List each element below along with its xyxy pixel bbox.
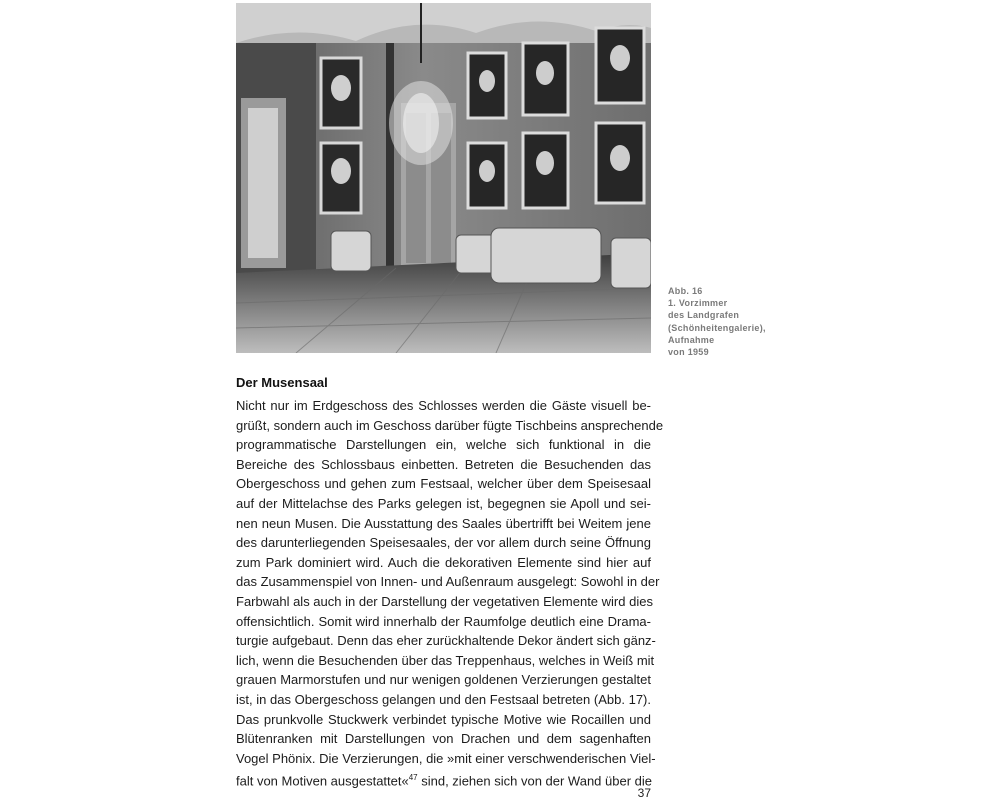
caption-line: (Schönheitengalerie), — [668, 322, 766, 333]
caption-line: des Landgrafen — [668, 310, 740, 321]
figure-caption — [668, 285, 808, 358]
text-line: grauen Marmorstufen und nur wenigen goldenen Verzierungen gestaltet — [236, 672, 651, 688]
text-line: nen neun Musen. Die Ausstattung des Saales übertrifft bei Weitem jene — [236, 515, 651, 531]
page-number: 37 — [637, 786, 651, 800]
text-line: Bereiche des Schlossbaus einbetten. Betreten die Besuchenden das — [236, 456, 651, 472]
text-line: turgie aufgebaut. Denn das eher zurückhaltende Dekor ändert sich gänz- — [236, 633, 656, 649]
text-line: ist, in das Obergeschoss gelangen und den Festsaal betreten (Abb. 17). — [236, 691, 651, 707]
text-line: offensichtlich. Somit wird innerhalb der Raumfolge deutlich eine Drama- — [236, 613, 651, 629]
text-fragment: falt von Motiven ausgestattet« — [236, 773, 409, 789]
text-line: Farbwahl als auch in der Darstellung der vegetativen Elemente wird dies — [236, 593, 653, 609]
caption-line: 1. Vorzimmer — [668, 298, 728, 309]
footnote-reference[interactable]: 47 — [408, 773, 418, 783]
section-heading: Der Musensaal — [236, 375, 328, 390]
text-line: zum Park dominiert wird. Auch die dekorativen Elemente sind hier auf — [236, 554, 651, 570]
body-paragraph — [236, 396, 664, 789]
text-line: des darunterliegenden Speisesaales, der vor allem durch seine Öffnung — [236, 535, 651, 551]
figure-photo-vorzimmer — [236, 3, 651, 353]
text-line: Nicht nur im Erdgeschoss des Schlosses werden die Gäste visuell be- — [236, 398, 651, 413]
text-line: Das prunkvolle Stuckwerk verbindet typische Motive wie Rocaillen und — [236, 711, 651, 727]
text-line: Blütenranken mit Darstellungen von Drachen und dem sagenhaften — [236, 731, 651, 747]
text-line: lich, wenn die Besuchenden über das Treppenhaus, welches in Weiß mit — [236, 652, 655, 668]
text-line-last — [236, 768, 651, 788]
caption-line: von 1959 — [668, 347, 709, 358]
text-line: das Zusammenspiel von Innen- und Außenraum ausgelegt: Sowohl in der — [236, 574, 660, 590]
text-line: Obergeschoss und gehen zum Festsaal, welcher über dem Speisesaal — [236, 476, 651, 492]
text-line: grüßt, sondern auch im Geschoss darüber fügte Tischbeins ansprechende — [236, 417, 664, 433]
caption-line: Aufnahme — [668, 334, 715, 345]
text-line: auf der Mittelachse des Parks gelegen ist, begegnen sie Apoll und sei- — [236, 495, 651, 511]
caption-line: Abb. 16 — [668, 286, 703, 296]
text-fragment: sind, ziehen sich von der Wand über die — [417, 773, 652, 789]
text-line: programmatische Darstellungen ein, welche sich funktional in die — [236, 437, 651, 453]
text-line: Vogel Phönix. Die Verzierungen, die »mit einer verschwenderischen Viel- — [236, 750, 656, 766]
